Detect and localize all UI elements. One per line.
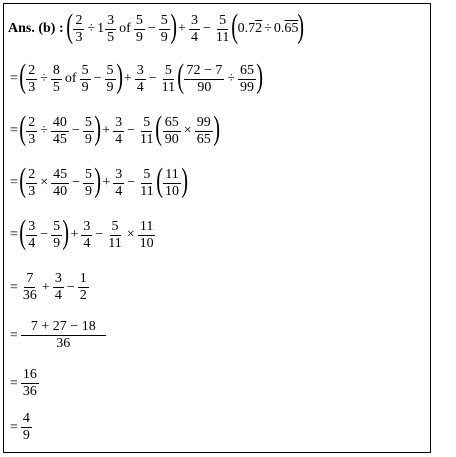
fraction: $\frac{11}{10}$ xyxy=(165,166,179,199)
fraction: $\frac{5}{11}$ xyxy=(108,218,122,251)
fraction: $\frac{5}{9}$ xyxy=(106,62,114,95)
equals-sign: = xyxy=(10,327,18,343)
answer-label: Ans. (b) : xyxy=(8,21,64,36)
fraction: $\frac{65}{90}$ xyxy=(164,114,179,147)
open-paren: ( xyxy=(19,214,26,251)
of-word: of xyxy=(64,71,77,86)
open-paren: ( xyxy=(231,8,239,45)
minus-sign: − xyxy=(40,227,49,242)
close-paren: ) xyxy=(62,214,70,251)
minus-sign: − xyxy=(127,175,136,190)
close-paren: ) xyxy=(212,110,220,147)
of-word: of xyxy=(119,21,131,36)
fraction: $\frac{3}{4}$ xyxy=(83,218,91,251)
fraction: $\frac{16}{36}$ xyxy=(22,367,37,399)
recurring-decimal: 0.65 xyxy=(273,21,299,36)
fraction: $\frac{3}{4}$ xyxy=(115,114,123,147)
line-9 xyxy=(8,412,33,443)
fraction: $\frac{5}{9}$ xyxy=(135,12,143,45)
line-5 xyxy=(8,214,157,252)
line-4 xyxy=(8,162,189,200)
divide-sign: ÷ xyxy=(264,21,272,36)
line-7 xyxy=(8,320,107,351)
fraction: $\frac{5}{9}$ xyxy=(81,62,89,95)
divide-sign: ÷ xyxy=(40,71,48,86)
close-paren: ) xyxy=(94,110,101,147)
recurring-decimal: 0.72 xyxy=(237,21,263,36)
fraction: $\frac{3}{4}$ xyxy=(54,271,62,303)
close-paren: ) xyxy=(181,162,189,199)
minus-sign: − xyxy=(71,123,80,138)
close-paren: ) xyxy=(169,8,177,45)
times-sign: × xyxy=(126,227,135,242)
fraction: $\frac{65}{99}$ xyxy=(240,62,255,95)
times-sign: × xyxy=(40,175,49,190)
equals-sign: = xyxy=(10,175,18,190)
fraction: $\frac{3}{4}$ xyxy=(190,12,198,45)
equals-sign: = xyxy=(10,375,18,391)
minus-sign: − xyxy=(93,71,102,86)
minus-sign: − xyxy=(147,21,156,36)
line-3 xyxy=(8,110,220,148)
fraction: $\frac{5}{9}$ xyxy=(84,114,92,147)
fraction: $\frac{2}{3}$ xyxy=(28,166,36,199)
close-paren: ) xyxy=(297,8,305,45)
plus-sign: + xyxy=(178,21,186,36)
fraction: $\frac{8}{5}$ xyxy=(52,62,60,95)
fraction: $\frac{1}{2}$ xyxy=(79,271,87,303)
fraction: $\frac{7 + 27 - 18}{36}$ xyxy=(21,320,106,351)
fraction: $\frac{3}{4}$ xyxy=(28,218,36,251)
fraction: $\frac{3}{4}$ xyxy=(136,62,144,95)
equals-sign: = xyxy=(10,227,18,242)
fraction: $\frac{45}{40}$ xyxy=(53,166,68,199)
minus-sign: − xyxy=(95,227,104,242)
open-paren: ( xyxy=(19,110,26,147)
fraction: $\frac{5}{11}$ xyxy=(140,166,154,199)
fraction: $\frac{2}{3}$ xyxy=(28,62,36,95)
minus-sign: − xyxy=(148,71,157,86)
fraction: $\frac{5}{11}$ xyxy=(215,12,230,45)
fraction: $\frac{2}{3}$ xyxy=(28,114,36,147)
close-paren: ) xyxy=(256,58,264,95)
divide-sign: ÷ xyxy=(40,123,48,138)
equals-sign: = xyxy=(10,123,18,138)
minus-sign: − xyxy=(202,21,211,36)
open-paren: ( xyxy=(19,162,26,199)
line-1 xyxy=(8,8,305,46)
fraction: $\frac{40}{45}$ xyxy=(52,114,67,147)
fraction: $\frac{7}{36}$ xyxy=(22,271,37,303)
fraction: $\frac{99}{65}$ xyxy=(196,114,211,147)
divide-sign: ÷ xyxy=(87,21,96,36)
fraction: $\frac{5}{9}$ xyxy=(160,12,168,45)
fraction: $\frac{3}{4}$ xyxy=(115,166,123,199)
close-paren: ) xyxy=(94,162,102,199)
minus-sign: − xyxy=(66,279,75,295)
plus-sign: + xyxy=(70,227,79,242)
times-sign: × xyxy=(183,123,192,138)
divide-sign: ÷ xyxy=(227,71,236,86)
fraction: $\frac{5}{11}$ xyxy=(161,62,176,95)
plus-sign: + xyxy=(123,71,132,86)
minus-sign: − xyxy=(72,175,81,190)
plus-sign: + xyxy=(41,279,50,295)
line-6 xyxy=(8,272,90,303)
minus-sign: − xyxy=(127,123,135,138)
open-paren: ( xyxy=(155,110,163,147)
mixed-number: 1 $\frac{3}{5}$ xyxy=(97,12,115,45)
open-paren: ( xyxy=(155,162,163,199)
fraction: $\frac{5}{9}$ xyxy=(85,166,93,199)
fraction: $\frac{5}{11}$ xyxy=(139,114,154,147)
fraction: $\frac{5}{9}$ xyxy=(53,218,61,251)
close-paren: ) xyxy=(115,58,123,95)
fraction: $\frac{2}{3}$ xyxy=(75,12,83,45)
equals-sign: = xyxy=(10,71,18,86)
line-2 xyxy=(8,58,264,96)
solution-box xyxy=(3,3,431,453)
open-paren: ( xyxy=(177,58,185,95)
open-paren: ( xyxy=(66,8,74,45)
plus-sign: + xyxy=(102,175,111,190)
plus-sign: + xyxy=(102,123,111,138)
line-8 xyxy=(8,368,40,399)
fraction: $\frac{11}{10}$ xyxy=(139,218,154,251)
equals-sign: = xyxy=(10,279,18,295)
equals-sign: = xyxy=(10,419,18,435)
fraction: $\frac{72 - 7}{90}$ xyxy=(186,62,223,95)
fraction: $\frac{4}{9}$ xyxy=(22,411,30,443)
open-paren: ( xyxy=(19,58,26,95)
